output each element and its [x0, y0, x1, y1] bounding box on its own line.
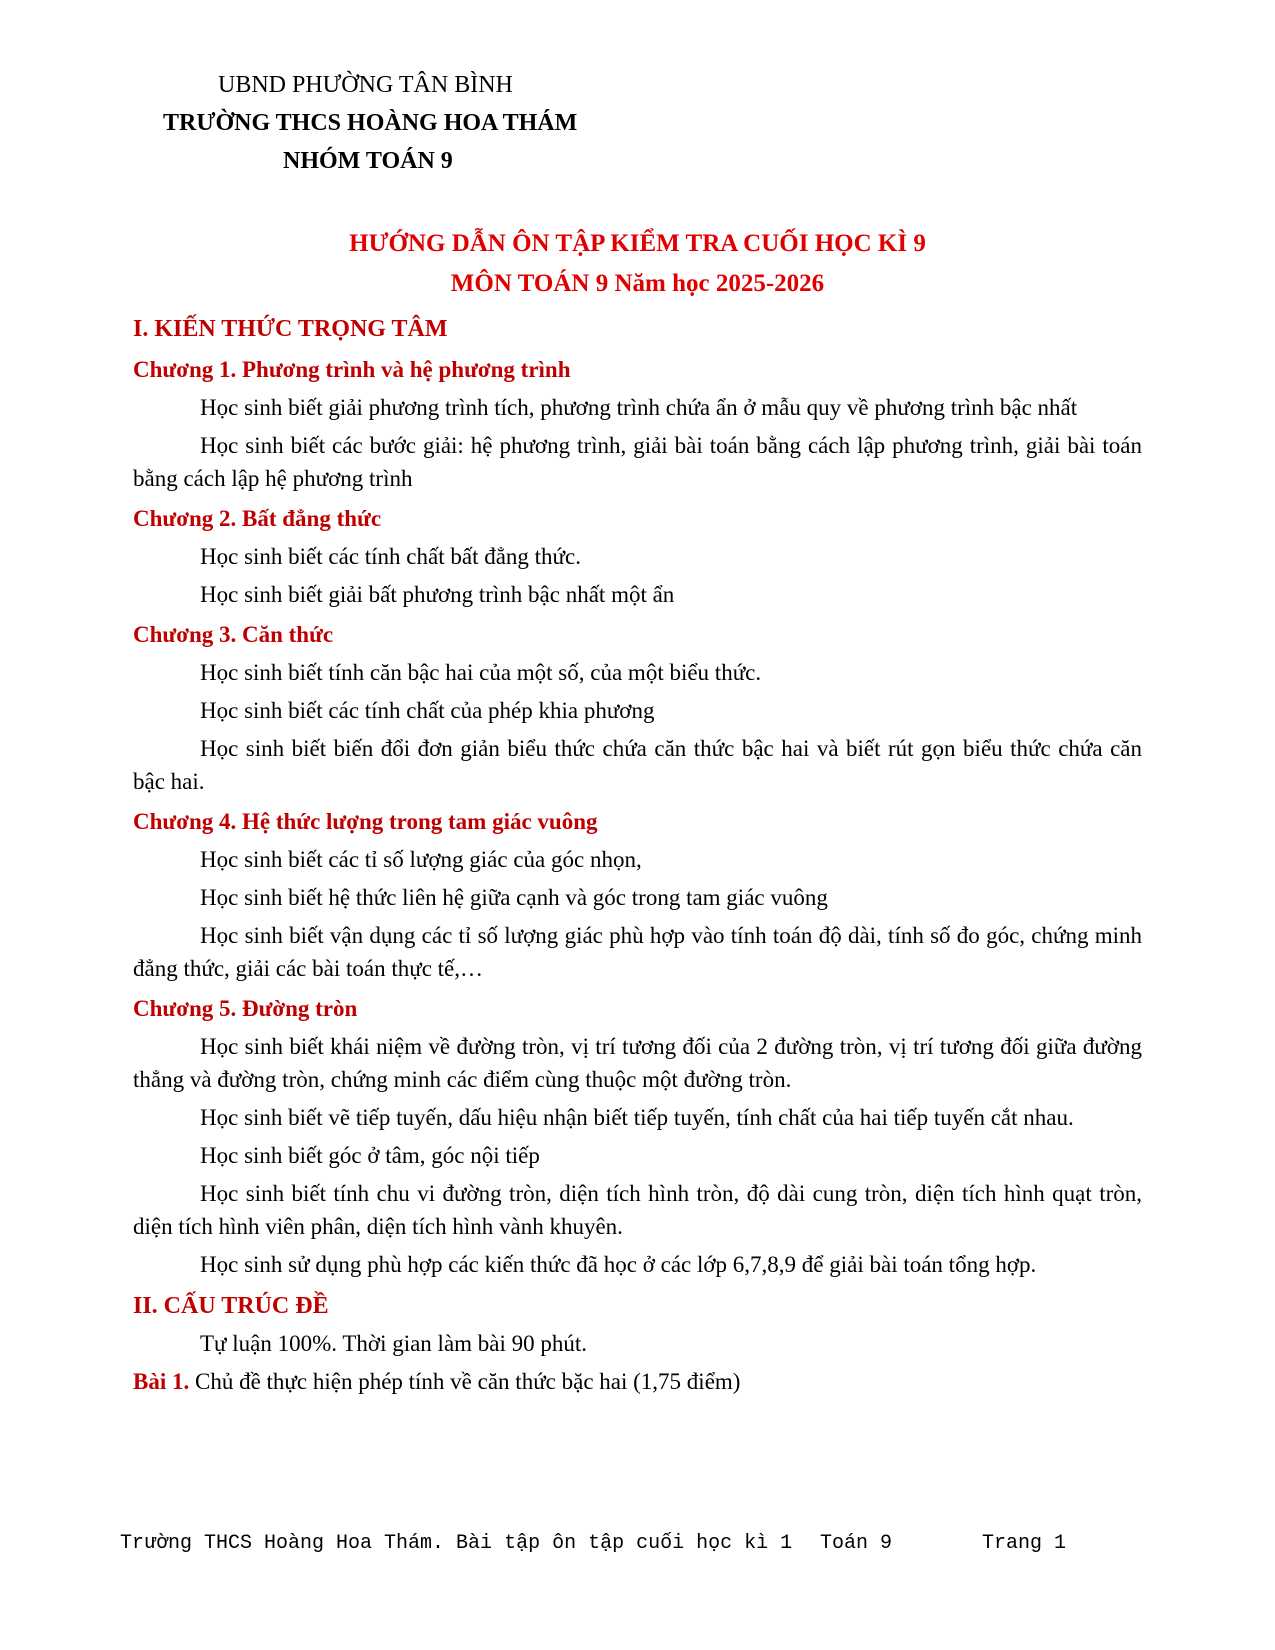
- paragraph: Học sinh biết biến đổi đơn giản biểu thức chứa căn thức bậc hai và biết rút gọn biểu thức chứa căn bậc hai.: [133, 736, 1142, 794]
- section-heading-1: I. KIẾN THỨC TRỌNG TÂM: [133, 316, 448, 342]
- paragraph: Học sinh sử dụng phù hợp các kiến thức đã học ở các lớp 6,7,8,9 để giải bài toán tổng hợp.: [200, 1252, 1037, 1277]
- chapter-heading-3: Chương 3. Căn thức: [133, 622, 334, 647]
- paragraph: Học sinh biết hệ thức liên hệ giữa cạnh và góc trong tam giác vuông: [200, 885, 828, 910]
- paragraph: Học sinh biết các tính chất bất đẳng thức.: [200, 544, 581, 569]
- chapter-heading-4: Chương 4. Hệ thức lượng trong tam giác vuông: [133, 809, 598, 834]
- exercise-1-line: [133, 1365, 1142, 1398]
- paragraph: Học sinh biết tính chu vi đường tròn, diện tích hình tròn, độ dài cung tròn, diện tích hình quạt tròn, diện tích hình viên phân, diện tích hình vành khuyên.: [133, 1181, 1142, 1239]
- paragraph: Học sinh biết vận dụng các tỉ số lượng giác phù hợp vào tính toán độ dài, tính số đo góc, chứng minh đẳng thức, giải các bài toán thực tế,…: [133, 923, 1142, 981]
- exercise-1-text: Chủ đề thực hiện phép tính về căn thức bặc hai (1,75 điểm): [194, 1369, 741, 1394]
- footer-page-number: Trang 1: [982, 1532, 1067, 1555]
- exercise-1-label: Bài 1.: [133, 1369, 190, 1394]
- chapter-heading-5: Chương 5. Đường tròn: [133, 996, 358, 1021]
- paragraph: Học sinh biết các bước giải: hệ phương trình, giải bài toán bằng cách lập phương trình, giải bài toán bằng cách lập hệ phương trình: [133, 433, 1142, 491]
- paragraph: Học sinh biết góc ở tâm, góc nội tiếp: [200, 1143, 540, 1168]
- paragraph: Học sinh biết khái niệm về đường tròn, vị trí tương đối của 2 đường tròn, vị trí tương đối giữa đường thẳng và đường tròn, chứng minh các điểm cùng thuộc một đường tròn.: [133, 1034, 1142, 1092]
- paragraph: Tự luận 100%. Thời gian làm bài 90 phút.: [200, 1331, 588, 1356]
- doc-title-line1: HƯỚNG DẪN ÔN TẬP KIỂM TRA CUỐI HỌC KÌ 9: [349, 230, 926, 257]
- footer-document-title: Trường THCS Hoàng Hoa Thám. Bài tập ôn tập cuối học kì 1: [120, 1532, 793, 1555]
- page-footer: [120, 1532, 1160, 1562]
- paragraph: Học sinh biết tính căn bậc hai của một số, của một biểu thức.: [200, 660, 762, 685]
- paragraph: Học sinh biết giải bất phương trình bậc nhất một ẩn: [200, 582, 675, 607]
- letterhead: [133, 66, 1142, 180]
- section-heading-2: II. CẤU TRÚC ĐỀ: [133, 1293, 329, 1319]
- chapter-heading-1: Chương 1. Phương trình và hệ phương trình: [133, 357, 571, 382]
- org-name: UBND PHƯỜNG TÂN BÌNH: [218, 72, 513, 98]
- paragraph: Học sinh biết các tỉ số lượng giác của góc nhọn,: [200, 847, 642, 872]
- doc-title-line2: MÔN TOÁN 9 Năm học 2025-2026: [450, 270, 825, 297]
- chapter-heading-2: Chương 2. Bất đẳng thức: [133, 506, 382, 531]
- footer-subject: Toán 9: [820, 1532, 893, 1555]
- paragraph: Học sinh biết giải phương trình tích, phương trình chứa ẩn ở mẫu quy về phương trình bậc nhất: [200, 395, 1078, 420]
- group-name: NHÓM TOÁN 9: [283, 148, 453, 174]
- paragraph: Học sinh biết các tính chất của phép khia phương: [200, 698, 655, 723]
- paragraph: Học sinh biết vẽ tiếp tuyến, dấu hiệu nhận biết tiếp tuyến, tính chất của hai tiếp tuyến cắt nhau.: [200, 1105, 1074, 1130]
- school-name: TRƯỜNG THCS HOÀNG HOA THÁM: [163, 110, 578, 136]
